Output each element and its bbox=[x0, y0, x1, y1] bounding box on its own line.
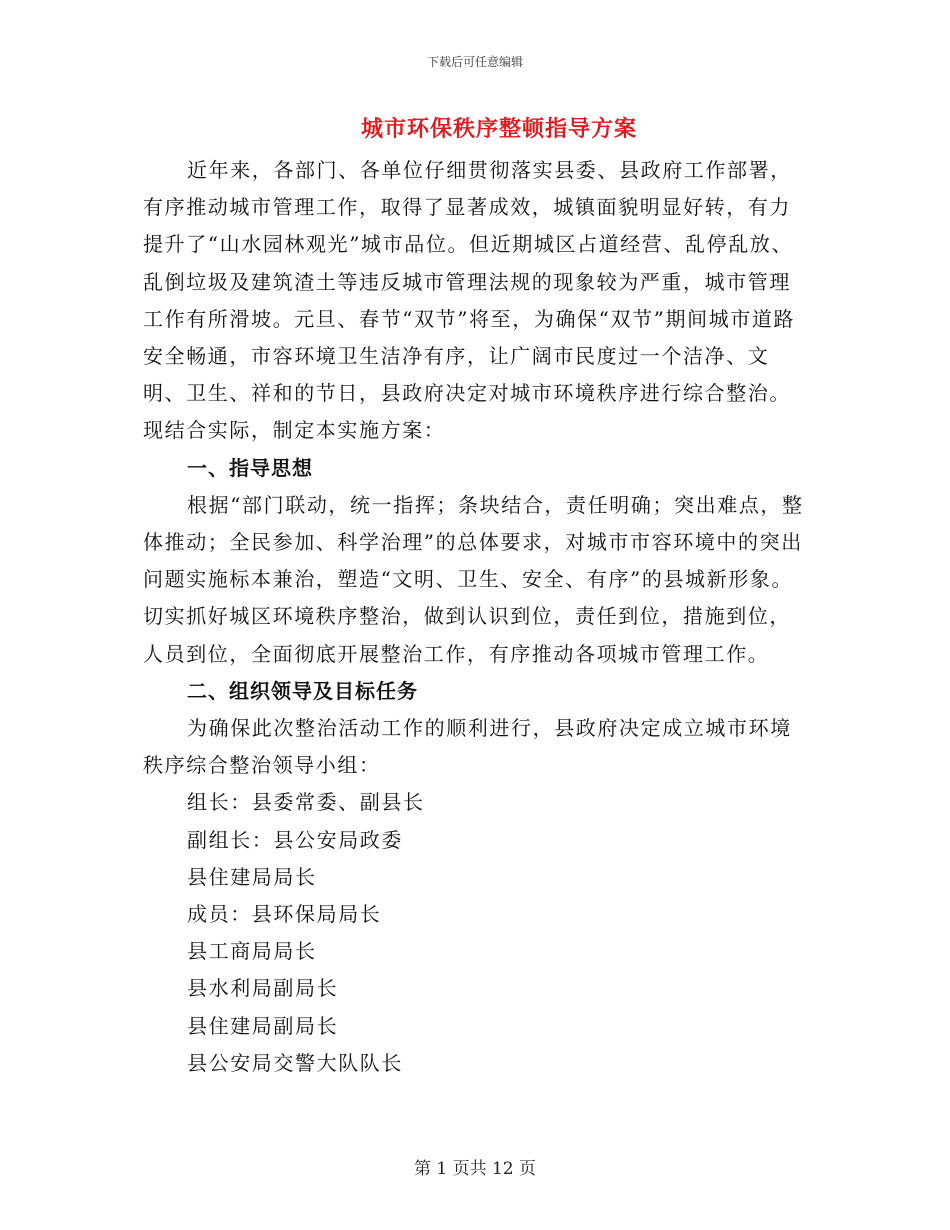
list-item: 县住建局局长 bbox=[187, 864, 317, 889]
member-list bbox=[143, 784, 811, 1082]
list-item: 县住建局副局长 bbox=[187, 1013, 339, 1038]
document-title: 城市环保秩序整顿指导方案 bbox=[360, 116, 637, 142]
list-item: 副组长：县公安局政委 bbox=[187, 827, 403, 852]
list-item: 组长：县委常委、副县长 bbox=[187, 790, 425, 815]
intro-paragraph: 近年来，各部门、各单位仔细贯彻落实县委、县政府工作部署，有序推动城市管理工作，取得了显著成效，城镇面貌明显好转，有力提升了“山水园林观光”城市品位。但近期城区占道经营、乱停乱放、乱倒垃圾及建筑渣土等违反城市管理法规的现象较为严重，城市管理工作有所滑坡。元旦、春节“双节”将至，为确保“双节”期间城市道路安全畅通，市容环境卫生洁净有序，让广阔市民度过一个洁净、文明、卫生、祥和的节日，县政府决定对城市环境秩序进行综合整治。现结合实际，制定本实施方案： bbox=[143, 158, 796, 443]
section-paragraph-organization: 为确保此次整治活动工作的顺利进行，县政府决定成立城市环境秩序综合整治领导小组： bbox=[143, 716, 792, 778]
section-paragraph-guiding-ideology: 根据“部门联动，统一指挥；条块结合，责任明确；突出难点，整体推动；全民参加、科学治理”的总体要求，对城市市容环境中的突出问题实施标本兼治，塑造“文明、卫生、安全、有序”的县城新形象。切实抓好城区环境秩序整治，做到认识到位，责任到位，措施到位，人员到位，全面彻底开展整治工作，有序推动各项城市管理工作。 bbox=[143, 492, 804, 666]
section-heading-guiding-ideology: 一、指导思想 bbox=[187, 455, 313, 480]
list-item: 县水利局副局长 bbox=[187, 976, 339, 1001]
header-note: 下载后可任意编辑 bbox=[426, 55, 523, 69]
list-item: 成员：县环保局局长 bbox=[187, 902, 382, 927]
section-heading-organization: 二、组织领导及目标任务 bbox=[187, 678, 418, 703]
page-number: 第 1 页共 12 页 bbox=[413, 1159, 537, 1179]
list-item: 县公安局交警大队队长 bbox=[187, 1050, 403, 1075]
document-body bbox=[143, 152, 811, 1082]
list-item: 县工商局局长 bbox=[187, 939, 317, 964]
